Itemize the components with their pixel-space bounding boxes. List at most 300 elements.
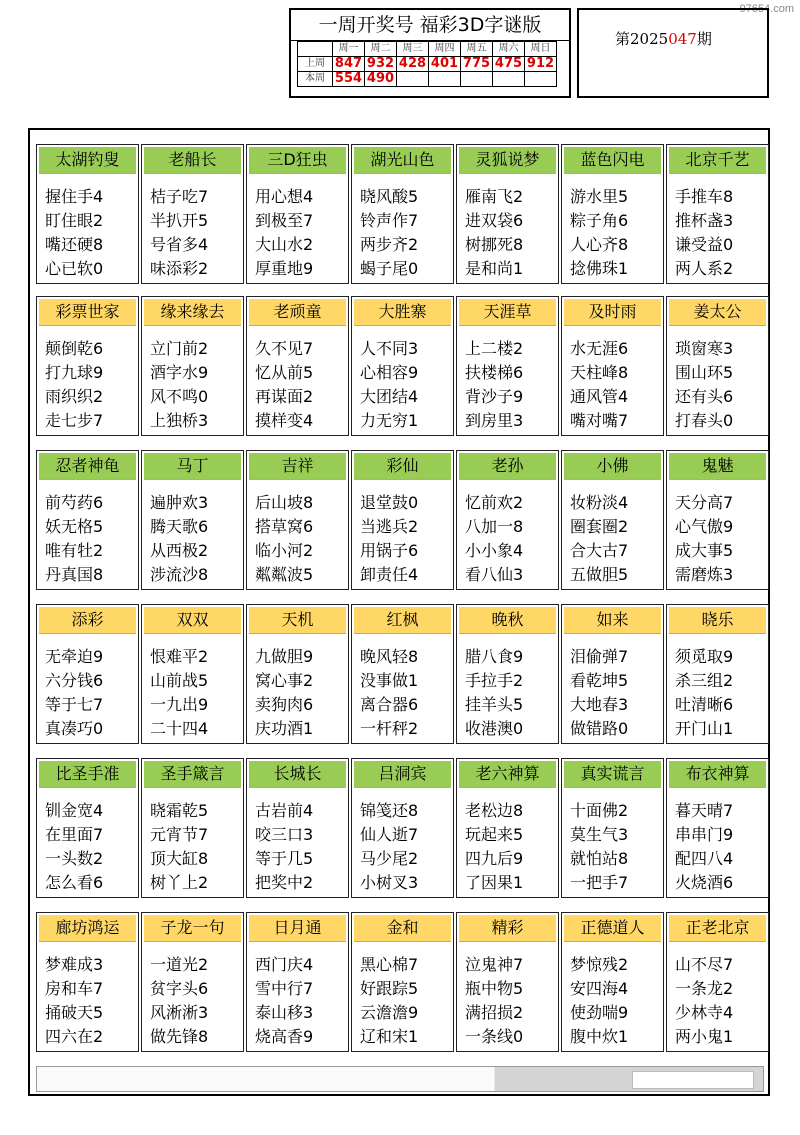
panel-title: 一周开奖号 福彩3D字谜版 <box>291 10 569 41</box>
riddle-line: 等于七7 <box>45 695 104 714</box>
riddle-line: 人不同3 <box>360 339 419 358</box>
riddle-line: 颠倒乾6 <box>45 339 104 358</box>
draw-number: 847 <box>333 57 365 72</box>
riddle-line: 须觅取9 <box>675 647 734 666</box>
card-riddle-lines <box>360 491 418 587</box>
draw-number <box>397 72 429 87</box>
riddle-line: 握住手4 <box>45 187 104 206</box>
card-title: 子龙一句 <box>144 915 241 942</box>
riddle-line: 心气傲9 <box>675 517 734 536</box>
riddle-line: 游水里5 <box>570 187 629 206</box>
card-title: 长城长 <box>249 761 346 788</box>
card-title: 姜太公 <box>669 299 766 326</box>
riddle-line: 天分高7 <box>675 493 734 512</box>
card-riddle-lines <box>465 491 523 587</box>
card-title: 天机 <box>249 607 346 634</box>
riddle-card <box>456 912 559 1052</box>
riddle-line: 没事做1 <box>360 671 419 690</box>
riddle-card <box>561 144 664 284</box>
bottom-bar-box <box>632 1071 754 1089</box>
riddle-line: 树丫上2 <box>150 873 209 892</box>
riddle-line: 梦惊残2 <box>570 955 629 974</box>
riddle-line: 打九球9 <box>45 363 104 382</box>
day-label: 周日 <box>525 42 557 57</box>
card-title: 正德道人 <box>564 915 661 942</box>
this-week-row <box>298 72 557 87</box>
riddle-line: 雁南飞2 <box>465 187 524 206</box>
riddle-line: 到房里3 <box>465 411 524 430</box>
riddle-line: 雨织织2 <box>45 387 104 406</box>
riddle-card <box>666 758 769 898</box>
riddle-line: 心相容9 <box>360 363 419 382</box>
riddle-line: 临小河2 <box>255 541 314 560</box>
riddle-line: 了因果1 <box>465 873 524 892</box>
riddle-line: 上独桥3 <box>150 411 209 430</box>
card-riddle-lines <box>255 491 313 587</box>
riddle-line: 真凑巧0 <box>45 719 104 738</box>
riddle-card <box>666 296 769 436</box>
card-title: 老孙 <box>459 453 556 480</box>
riddle-card <box>141 758 244 898</box>
card-riddle-lines <box>45 337 103 433</box>
last-week-row <box>298 57 557 72</box>
card-title: 湖光山色 <box>354 147 451 174</box>
card-riddle-lines <box>360 645 418 741</box>
riddle-line: 一条龙2 <box>675 979 734 998</box>
riddle-card <box>666 912 769 1052</box>
card-riddle-lines <box>675 645 733 741</box>
riddle-card <box>351 912 454 1052</box>
riddle-card <box>246 450 349 590</box>
riddle-line: 立门前2 <box>150 339 209 358</box>
riddle-line: 古岩前4 <box>255 801 314 820</box>
riddle-line: 配四八4 <box>675 849 734 868</box>
card-riddle-lines <box>255 645 313 741</box>
riddle-line: 玩起来5 <box>465 825 524 844</box>
draw-number: 428 <box>397 57 429 72</box>
riddle-line: 推杯盏3 <box>675 211 734 230</box>
riddle-line: 杀三组2 <box>675 671 734 690</box>
riddle-card <box>141 604 244 744</box>
riddle-line: 辽和宋1 <box>360 1027 419 1046</box>
riddle-line: 号省多4 <box>150 235 209 254</box>
riddle-line: 进双袋6 <box>465 211 524 230</box>
card-title: 如来 <box>564 607 661 634</box>
card-title: 灵狐说梦 <box>459 147 556 174</box>
riddle-line: 两步齐2 <box>360 235 419 254</box>
draw-number: 775 <box>461 57 493 72</box>
card-riddle-lines <box>45 645 103 741</box>
riddle-line: 怎么看6 <box>45 873 104 892</box>
riddle-line: 盯住眼2 <box>45 211 104 230</box>
riddle-line: 山不尽7 <box>675 955 734 974</box>
riddle-line: 八加一8 <box>465 517 524 536</box>
riddle-line: 庆功酒1 <box>255 719 314 738</box>
riddle-line: 二十四4 <box>150 719 209 738</box>
draw-table <box>297 41 557 87</box>
riddle-line: 使劲喘9 <box>570 1003 629 1022</box>
this-week-label: 本周 <box>298 72 333 87</box>
riddle-line: 嘴对嘴7 <box>570 411 629 430</box>
riddle-line: 看乾坤5 <box>570 671 629 690</box>
riddle-line: 云澹澹9 <box>360 1003 419 1022</box>
day-label: 周四 <box>429 42 461 57</box>
riddle-line: 九做胆9 <box>255 647 314 666</box>
riddle-line: 摸样变4 <box>255 411 314 430</box>
riddle-card <box>141 912 244 1052</box>
riddle-line: 心已软0 <box>45 259 104 278</box>
riddle-card <box>666 604 769 744</box>
riddle-card <box>351 604 454 744</box>
riddle-line: 腹中炊1 <box>570 1027 629 1046</box>
riddle-line: 腾天歌6 <box>150 517 209 536</box>
riddle-line: 忆从前5 <box>255 363 314 382</box>
riddle-line: 火烧酒6 <box>675 873 734 892</box>
riddle-line: 小小象4 <box>465 541 524 560</box>
card-riddle-lines <box>45 953 103 1049</box>
riddle-line: 手拉手2 <box>465 671 524 690</box>
day-label: 周五 <box>461 42 493 57</box>
card-riddle-lines <box>360 953 418 1049</box>
card-title: 晚秋 <box>459 607 556 634</box>
riddle-line: 吐清晰6 <box>675 695 734 714</box>
draw-number <box>493 72 525 87</box>
card-riddle-lines <box>360 185 418 281</box>
riddle-card <box>246 296 349 436</box>
riddle-line: 四九后9 <box>465 849 524 868</box>
riddle-line: 用心想4 <box>255 187 314 206</box>
riddle-line: 离合器6 <box>360 695 419 714</box>
riddle-line: 久不见7 <box>255 339 314 358</box>
site-watermark: 97654.com <box>739 3 794 15</box>
riddle-card <box>36 450 139 590</box>
card-title: 红枫 <box>354 607 451 634</box>
riddle-line: 好跟踪5 <box>360 979 419 998</box>
riddle-line: 泪偷弹7 <box>570 647 629 666</box>
riddle-line: 酒字水9 <box>150 363 209 382</box>
riddle-line: 一九出9 <box>150 695 209 714</box>
card-title: 小佛 <box>564 453 661 480</box>
riddle-card <box>666 144 769 284</box>
riddle-line: 梦难成3 <box>45 955 104 974</box>
riddle-line: 妆粉淡4 <box>570 493 629 512</box>
riddle-line: 打春头0 <box>675 411 734 430</box>
card-title: 精彩 <box>459 915 556 942</box>
riddle-line: 西门庆4 <box>255 955 314 974</box>
riddle-line: 粼粼波5 <box>255 565 314 584</box>
days-row <box>298 42 557 57</box>
card-riddle-lines <box>360 337 418 433</box>
card-riddle-lines <box>255 185 313 281</box>
riddle-card <box>456 450 559 590</box>
riddle-line: 遍肿欢3 <box>150 493 209 512</box>
riddle-line: 莫生气3 <box>570 825 629 844</box>
riddle-card <box>456 758 559 898</box>
riddle-card <box>246 604 349 744</box>
riddle-line: 通风管4 <box>570 387 629 406</box>
riddle-line: 大地春3 <box>570 695 629 714</box>
riddle-line: 两人系2 <box>675 259 734 278</box>
issue-suffix: 期 <box>696 30 712 48</box>
card-title: 吕洞宾 <box>354 761 451 788</box>
riddle-line: 涉流沙8 <box>150 565 209 584</box>
riddle-line: 嘴还硬8 <box>45 235 104 254</box>
riddle-card <box>36 912 139 1052</box>
draw-number: 912 <box>525 57 557 72</box>
draw-number: 490 <box>365 72 397 87</box>
card-riddle-lines <box>45 491 103 587</box>
card-riddle-lines <box>255 799 313 895</box>
riddle-line: 当逃兵2 <box>360 517 419 536</box>
riddle-line: 还有头6 <box>675 387 734 406</box>
riddle-line: 暮天晴7 <box>675 801 734 820</box>
card-riddle-lines <box>255 337 313 433</box>
riddle-card <box>246 758 349 898</box>
card-riddle-lines <box>465 645 523 741</box>
riddle-line: 五做胆5 <box>570 565 629 584</box>
card-riddle-lines <box>675 491 733 587</box>
riddle-card <box>36 758 139 898</box>
riddle-line: 咬三口3 <box>255 825 314 844</box>
day-label: 周一 <box>333 42 365 57</box>
riddle-line: 开门山1 <box>675 719 734 738</box>
card-riddle-lines <box>465 799 523 895</box>
riddle-card <box>666 450 769 590</box>
day-label: 周二 <box>365 42 397 57</box>
riddle-line: 锦笺还8 <box>360 801 419 820</box>
riddle-line: 唯有牡2 <box>45 541 104 560</box>
riddle-line: 一杆秤2 <box>360 719 419 738</box>
riddle-line: 铃声作7 <box>360 211 419 230</box>
card-title: 老船长 <box>144 147 241 174</box>
riddle-line: 半扒开5 <box>150 211 209 230</box>
issue-number: 047 <box>668 30 697 48</box>
riddle-line: 圈套圈2 <box>570 517 629 536</box>
riddle-line: 成大事5 <box>675 541 734 560</box>
weekly-draw-panel <box>289 8 571 98</box>
card-title: 天涯草 <box>459 299 556 326</box>
riddle-card <box>141 296 244 436</box>
riddle-line: 卖狗肉6 <box>255 695 314 714</box>
card-title: 老六神算 <box>459 761 556 788</box>
riddle-line: 泣鬼神7 <box>465 955 524 974</box>
card-title: 布衣神算 <box>669 761 766 788</box>
riddle-line: 小树叉3 <box>360 873 419 892</box>
riddle-line: 钏金宽4 <box>45 801 104 820</box>
riddle-line: 瓶中物5 <box>465 979 524 998</box>
riddle-line: 一条线0 <box>465 1027 524 1046</box>
bottom-scroll-bar <box>36 1066 764 1092</box>
card-title: 老顽童 <box>249 299 346 326</box>
riddle-line: 捅破天5 <box>45 1003 104 1022</box>
riddle-card <box>351 450 454 590</box>
riddle-card <box>561 296 664 436</box>
draw-number <box>429 72 461 87</box>
riddle-line: 妖无格5 <box>45 517 104 536</box>
draw-number: 475 <box>493 57 525 72</box>
card-riddle-lines <box>465 337 523 433</box>
card-title: 圣手箴言 <box>144 761 241 788</box>
card-riddle-lines <box>150 337 208 433</box>
riddle-line: 等于几5 <box>255 849 314 868</box>
riddle-line: 一把手7 <box>570 873 629 892</box>
riddle-line: 马少尾2 <box>360 849 419 868</box>
riddle-line: 十面佛2 <box>570 801 629 820</box>
card-riddle-lines <box>570 953 628 1049</box>
riddle-line: 前芍药6 <box>45 493 104 512</box>
riddle-line: 再谋面2 <box>255 387 314 406</box>
riddle-line: 房和车7 <box>45 979 104 998</box>
card-riddle-lines <box>360 799 418 895</box>
riddle-line: 做错路0 <box>570 719 629 738</box>
riddle-line: 顶大缸8 <box>150 849 209 868</box>
riddle-card <box>141 144 244 284</box>
day-label: 周六 <box>493 42 525 57</box>
riddle-line: 窝心事2 <box>255 671 314 690</box>
riddle-card <box>141 450 244 590</box>
riddle-line: 谦受益0 <box>675 235 734 254</box>
draw-number: 932 <box>365 57 397 72</box>
card-title: 彩仙 <box>354 453 451 480</box>
riddle-line: 上二楼2 <box>465 339 524 358</box>
riddle-line: 风不鸣0 <box>150 387 209 406</box>
riddle-line: 到极至7 <box>255 211 314 230</box>
card-riddle-lines <box>465 185 523 281</box>
card-title: 三D狂虫 <box>249 147 346 174</box>
card-riddle-lines <box>675 953 733 1049</box>
riddle-card <box>351 758 454 898</box>
riddle-line: 粽子角6 <box>570 211 629 230</box>
riddle-line: 腊八食9 <box>465 647 524 666</box>
riddle-line: 搭草窝6 <box>255 517 314 536</box>
riddle-line: 天柱峰8 <box>570 363 629 382</box>
riddle-card <box>36 296 139 436</box>
card-riddle-lines <box>570 799 628 895</box>
riddle-line: 大山水2 <box>255 235 314 254</box>
riddle-line: 串串门9 <box>675 825 734 844</box>
card-title: 马丁 <box>144 453 241 480</box>
card-riddle-lines <box>465 953 523 1049</box>
card-riddle-lines <box>45 185 103 281</box>
riddle-line: 琐窗寒3 <box>675 339 734 358</box>
riddle-line: 晚风轻8 <box>360 647 419 666</box>
riddle-line: 走七步7 <box>45 411 104 430</box>
riddle-line: 黑心棉7 <box>360 955 419 974</box>
riddle-line: 合大古7 <box>570 541 629 560</box>
card-title: 添彩 <box>39 607 136 634</box>
riddle-card <box>561 604 664 744</box>
card-riddle-lines <box>570 337 628 433</box>
card-riddle-lines <box>45 799 103 895</box>
riddle-card <box>36 144 139 284</box>
draw-number: 401 <box>429 57 461 72</box>
riddle-line: 贫字头6 <box>150 979 209 998</box>
card-riddle-lines <box>675 337 733 433</box>
riddle-line: 晓风酸5 <box>360 187 419 206</box>
riddle-line: 手推车8 <box>675 187 734 206</box>
riddle-line: 六分钱6 <box>45 671 104 690</box>
last-week-label: 上周 <box>298 57 333 72</box>
riddle-line: 四六在2 <box>45 1027 104 1046</box>
card-riddle-lines <box>570 491 628 587</box>
riddle-line: 背沙子9 <box>465 387 524 406</box>
riddle-line: 老松边8 <box>465 801 524 820</box>
riddle-line: 两小鬼1 <box>675 1027 734 1046</box>
card-title: 大胜寨 <box>354 299 451 326</box>
draw-number: 554 <box>333 72 365 87</box>
card-title: 彩票世家 <box>39 299 136 326</box>
card-riddle-lines <box>150 799 208 895</box>
card-title: 及时雨 <box>564 299 661 326</box>
riddle-line: 后山坡8 <box>255 493 314 512</box>
riddle-card <box>456 604 559 744</box>
riddle-line: 忆前欢2 <box>465 493 524 512</box>
card-title: 北京千艺 <box>669 147 766 174</box>
riddle-line: 满招损2 <box>465 1003 524 1022</box>
riddle-line: 看八仙3 <box>465 565 524 584</box>
riddle-line: 恨难平2 <box>150 647 209 666</box>
riddle-line: 少林寺4 <box>675 1003 734 1022</box>
riddle-line: 是和尚1 <box>465 259 524 278</box>
riddle-card <box>561 912 664 1052</box>
riddle-card <box>246 144 349 284</box>
card-title: 缘来缘去 <box>144 299 241 326</box>
riddle-line: 元宵节7 <box>150 825 209 844</box>
riddle-line: 树挪死8 <box>465 235 524 254</box>
riddle-grid <box>28 128 770 1096</box>
riddle-card <box>351 144 454 284</box>
riddle-line: 围山环5 <box>675 363 734 382</box>
riddle-line: 泰山移3 <box>255 1003 314 1022</box>
riddle-line: 一头数2 <box>45 849 104 868</box>
card-riddle-lines <box>150 645 208 741</box>
riddle-line: 一道光2 <box>150 955 209 974</box>
riddle-line: 仙人逝7 <box>360 825 419 844</box>
riddle-line: 需磨炼3 <box>675 565 734 584</box>
card-riddle-lines <box>570 645 628 741</box>
card-title: 蓝色闪电 <box>564 147 661 174</box>
riddle-line: 力无穷1 <box>360 411 419 430</box>
card-title: 太湖钓叟 <box>39 147 136 174</box>
card-title: 晓乐 <box>669 607 766 634</box>
card-riddle-lines <box>255 953 313 1049</box>
card-title: 正老北京 <box>669 915 766 942</box>
riddle-card <box>36 604 139 744</box>
card-title: 吉祥 <box>249 453 346 480</box>
riddle-line: 风淅淅3 <box>150 1003 209 1022</box>
card-title: 日月通 <box>249 915 346 942</box>
card-title: 鬼魅 <box>669 453 766 480</box>
card-riddle-lines <box>150 185 208 281</box>
riddle-line: 蝎子尾0 <box>360 259 419 278</box>
card-title: 廊坊鸿运 <box>39 915 136 942</box>
riddle-card <box>246 912 349 1052</box>
riddle-line: 收港澳0 <box>465 719 524 738</box>
riddle-line: 把奖中2 <box>255 873 314 892</box>
riddle-line: 人心齐8 <box>570 235 629 254</box>
riddle-line: 做先锋8 <box>150 1027 209 1046</box>
riddle-line: 雪中行7 <box>255 979 314 998</box>
draw-number <box>525 72 557 87</box>
card-riddle-lines <box>675 185 733 281</box>
riddle-line: 水无涯6 <box>570 339 629 358</box>
riddle-line: 丹真国8 <box>45 565 104 584</box>
riddle-line: 无牵迫9 <box>45 647 104 666</box>
card-riddle-lines <box>150 953 208 1049</box>
riddle-card <box>351 296 454 436</box>
card-title: 金和 <box>354 915 451 942</box>
riddle-line: 大团结4 <box>360 387 419 406</box>
